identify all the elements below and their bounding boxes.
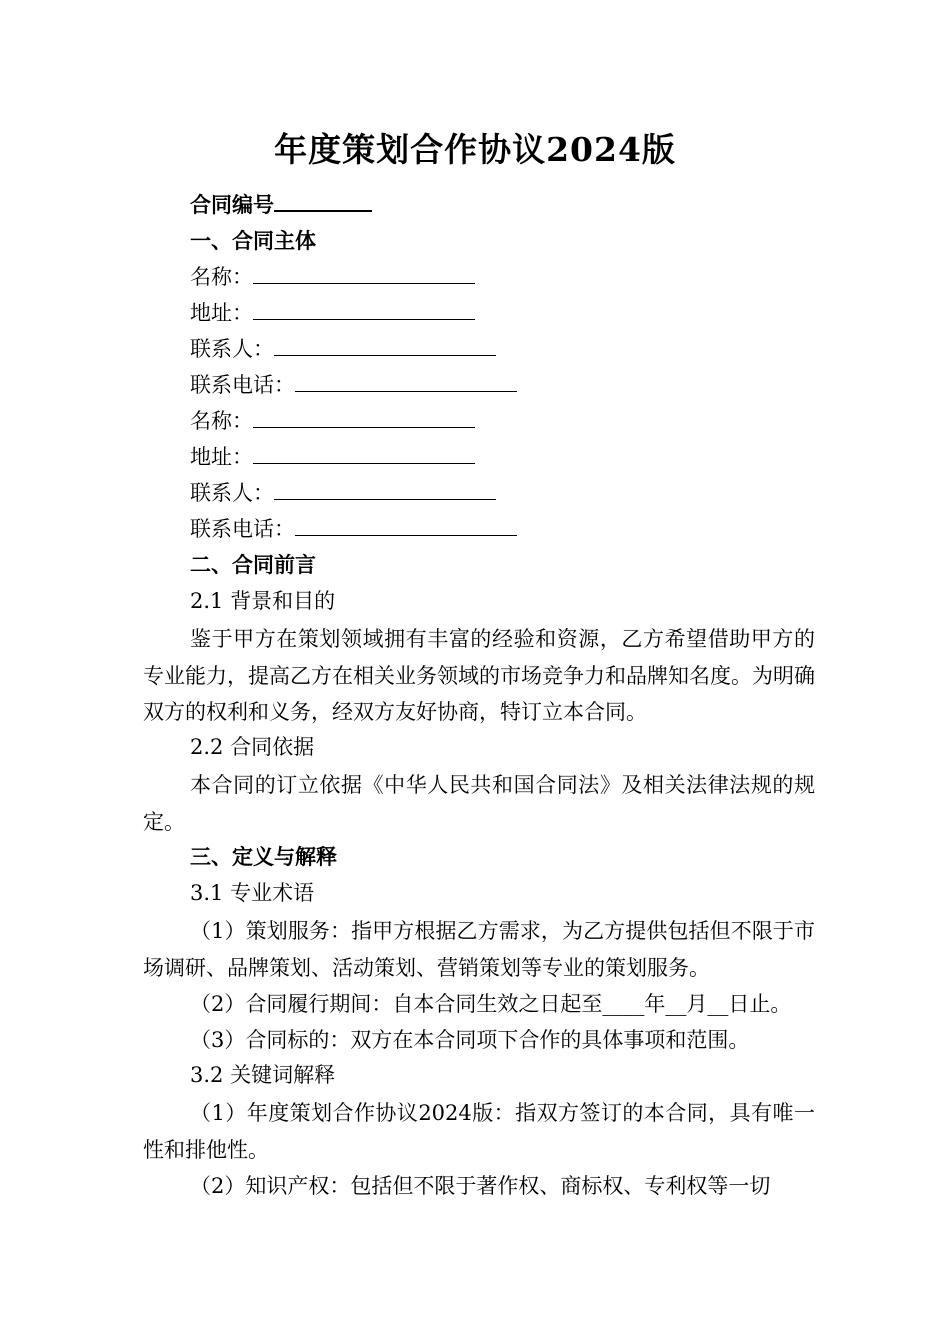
contract-number-blank[interactable] bbox=[274, 190, 372, 212]
party-a-contact-blank[interactable] bbox=[274, 335, 496, 356]
term-item-3: （3）合同标的：双方在本合同项下合作的具体事项和范围。 bbox=[190, 1028, 750, 1052]
party-a-address-line bbox=[190, 298, 475, 328]
party-b-contact-label: 联系人： bbox=[190, 481, 274, 505]
section2-1-body: 鉴于甲方在策划领域拥有丰富的经验和资源，乙方希望借助甲方的专业能力，提高乙方在相关业务领域的市场竞争力和品牌知名度。为明确双方的权利和义务，经双方友好协商，特订立本合同。 bbox=[143, 627, 815, 724]
party-b-address-line bbox=[190, 442, 475, 472]
section2-heading: 二、合同前言 bbox=[190, 552, 316, 577]
party-b-phone-label: 联系电话： bbox=[190, 517, 295, 541]
party-a-name-label: 名称： bbox=[190, 265, 253, 289]
section2-1-title: 2.1 背景和目的 bbox=[190, 589, 336, 613]
party-b-name-blank[interactable] bbox=[253, 407, 475, 428]
term-item-1: （1）策划服务：指甲方根据乙方需求，为乙方提供包括但不限于市场调研、品牌策划、活动策划、营销策划等专业的策划服务。 bbox=[143, 919, 815, 980]
party-a-address-label: 地址： bbox=[190, 301, 253, 325]
keyword-item-1: （1）年度策划合作协议2024版：指双方签订的本合同，具有唯一性和排他性。 bbox=[143, 1101, 815, 1162]
party-b-name-label: 名称： bbox=[190, 409, 253, 433]
party-a-address-blank[interactable] bbox=[253, 299, 475, 320]
party-a-name-line bbox=[190, 262, 475, 292]
party-b-name-line bbox=[190, 406, 475, 436]
party-b-contact-blank[interactable] bbox=[274, 479, 496, 500]
party-b-phone-line bbox=[190, 514, 517, 544]
section1-heading: 一、合同主体 bbox=[190, 228, 316, 253]
party-a-phone-line bbox=[190, 370, 517, 400]
party-a-contact-label: 联系人： bbox=[190, 337, 274, 361]
party-b-phone-blank[interactable] bbox=[295, 515, 517, 536]
party-b-contact-line bbox=[190, 478, 496, 508]
party-a-phone-label: 联系电话： bbox=[190, 373, 295, 397]
party-a-phone-blank[interactable] bbox=[295, 371, 517, 392]
term-item-2: （2）合同履行期间：自本合同生效之日起至____年__月__日止。 bbox=[190, 992, 792, 1016]
party-b-address-label: 地址： bbox=[190, 445, 253, 469]
party-a-contact-line bbox=[190, 334, 496, 364]
document-title: 年度策划合作协议2024版 bbox=[274, 130, 676, 169]
section3-heading: 三、定义与解释 bbox=[190, 844, 337, 869]
keyword-item-2: （2）知识产权：包括但不限于著作权、商标权、专利权等一切 bbox=[190, 1174, 771, 1198]
section3-1-title: 3.1 专业术语 bbox=[190, 881, 315, 905]
section2-2-title: 2.2 合同依据 bbox=[190, 735, 315, 759]
section2-2-body: 本合同的订立依据《中华人民共和国合同法》及相关法律法规的规定。 bbox=[143, 773, 815, 834]
section3-2-title: 3.2 关键词解释 bbox=[190, 1063, 336, 1087]
party-b-address-blank[interactable] bbox=[253, 443, 475, 464]
contract-number-label: 合同编号 bbox=[190, 192, 274, 217]
contract-number-line bbox=[190, 190, 372, 220]
party-a-name-blank[interactable] bbox=[253, 263, 475, 284]
